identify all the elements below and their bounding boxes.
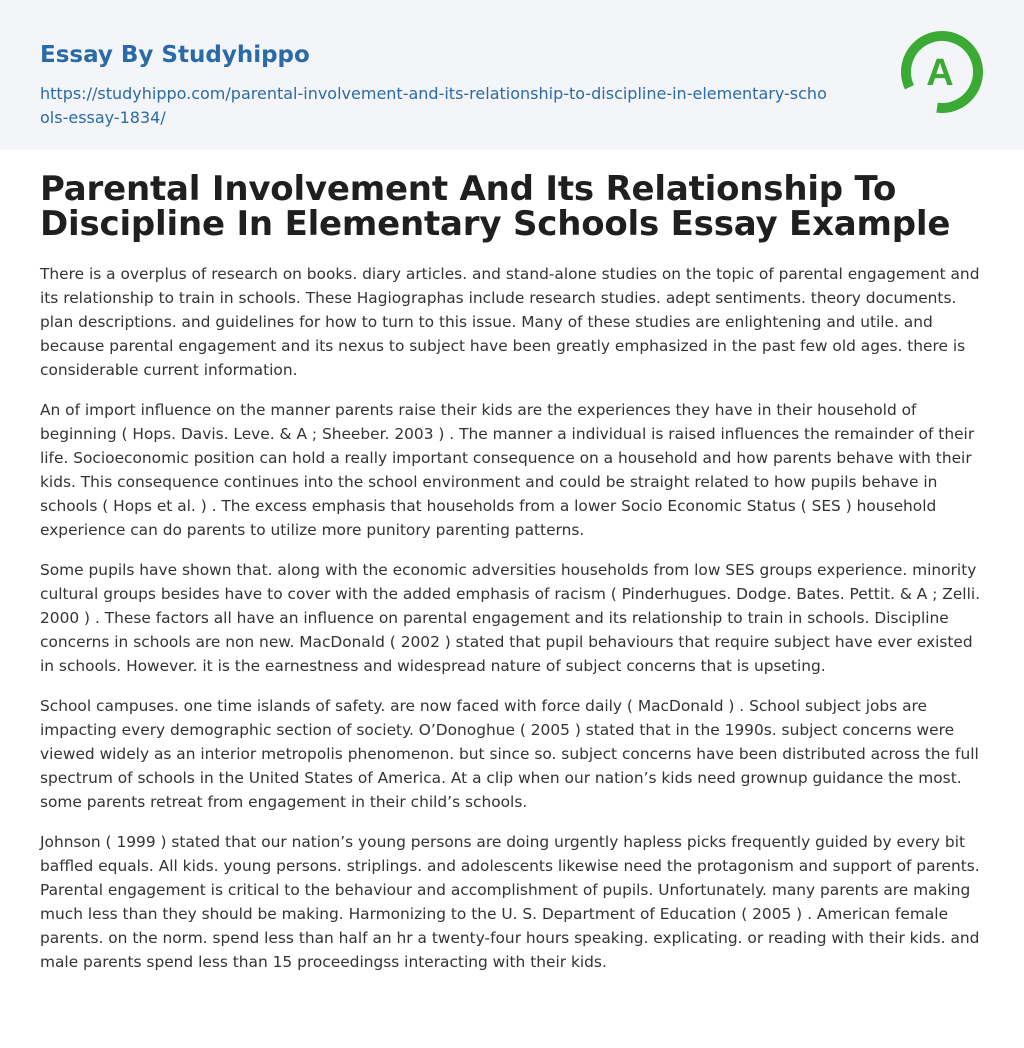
essay-content [0,169,1024,974]
essay-paragraph-2: An of import influence on the manner parents raise their kids are the experiences they have in their household of beginning ( Hops. Davis. Leve. & A ; Sheeber. 2003 ) . The manner a individual is raised influences the remainder of their life. Socioeconomic position can hold a really important consequence on a household and how parents behave with their kids. This consequence continues into the school environment and could be straight related to how pupils behave in schools ( Hops et al. ) . The excess emphasis that households from a lower Socio Economic Status ( SES ) household experience can do parents to utilize more punitory parenting patterns. [40,401,975,539]
essay-url-link[interactable]: https://studyhippo.com/parental-involvement-and-its-relationship-to-discipline-in-elementary-schools-essay-1834/ [40,84,827,127]
studyhippo-logo-icon[interactable] [898,28,986,116]
site-header [0,0,1024,150]
essay-paragraph-3: Some pupils have shown that. along with the economic adversities households from low SES groups experience. minority cultural groups besides have to cover with the added emphasis of racism ( Pinderhugues. Dodge. Bates. Pettit. & A ; Zelli. 2000 ) . These factors all have an influence on parental engagement and its relationship to train in schools. Discipline concerns in schools are non new. MacDonald ( 2002 ) stated that pupil behaviours that require subject have ever existed in schools. However. it is the earnestness and widespread nature of subject concerns that is upseting. [40,561,981,675]
essay-paragraph-1: There is a overplus of research on books. diary articles. and stand-alone studies on the topic of parental engagement and its relationship to train in schools. These Hagiographas include research studies. adept sentiments. theory documents. plan descriptions. and guidelines for how to turn to this issue. Many of these studies are enlightening and utile. and because parental engagement and its nexus to subject have been greatly emphasized in the past few old ages. there is considerable current information. [40,265,980,379]
site-title[interactable]: Essay By Studyhippo [40,42,310,68]
essay-paragraph-4: School campuses. one time islands of safety. are now faced with force daily ( MacDonald ) . School subject jobs are impacting every demographic section of society. O’Donoghue ( 2005 ) stated that in the 1990s. subject concerns were viewed widely as an interior metropolis phenomenon. but since so. subject concerns have been distributed across the full spectrum of schools in the United States of America. At a clip when our nation’s kids need grownup guidance the most. some parents retreat from engagement in their child’s schools. [40,697,979,811]
logo-letter: A [926,52,954,94]
essay-paragraph-5: Johnson ( 1999 ) stated that our nation’s young persons are doing urgently hapless picks frequently guided by every bit baffled equals. All kids. young persons. striplings. and adolescents likewise need the protagonism and support of parents. Parental engagement is critical to the behaviour and accomplishment of pupils. Unfortunately. many parents are making much less than they should be making. Harmonizing to the U. S. Department of Education ( 2005 ) . American female parents. on the norm. spend less than half an hr a twenty-four hours speaking. explicating. or reading with their kids. and male parents spend less than 15 proceedingss interacting with their kids. [40,833,980,971]
essay-title: Parental Involvement And Its Relationship To Discipline In Elementary Schools Essay Example [40,169,951,244]
